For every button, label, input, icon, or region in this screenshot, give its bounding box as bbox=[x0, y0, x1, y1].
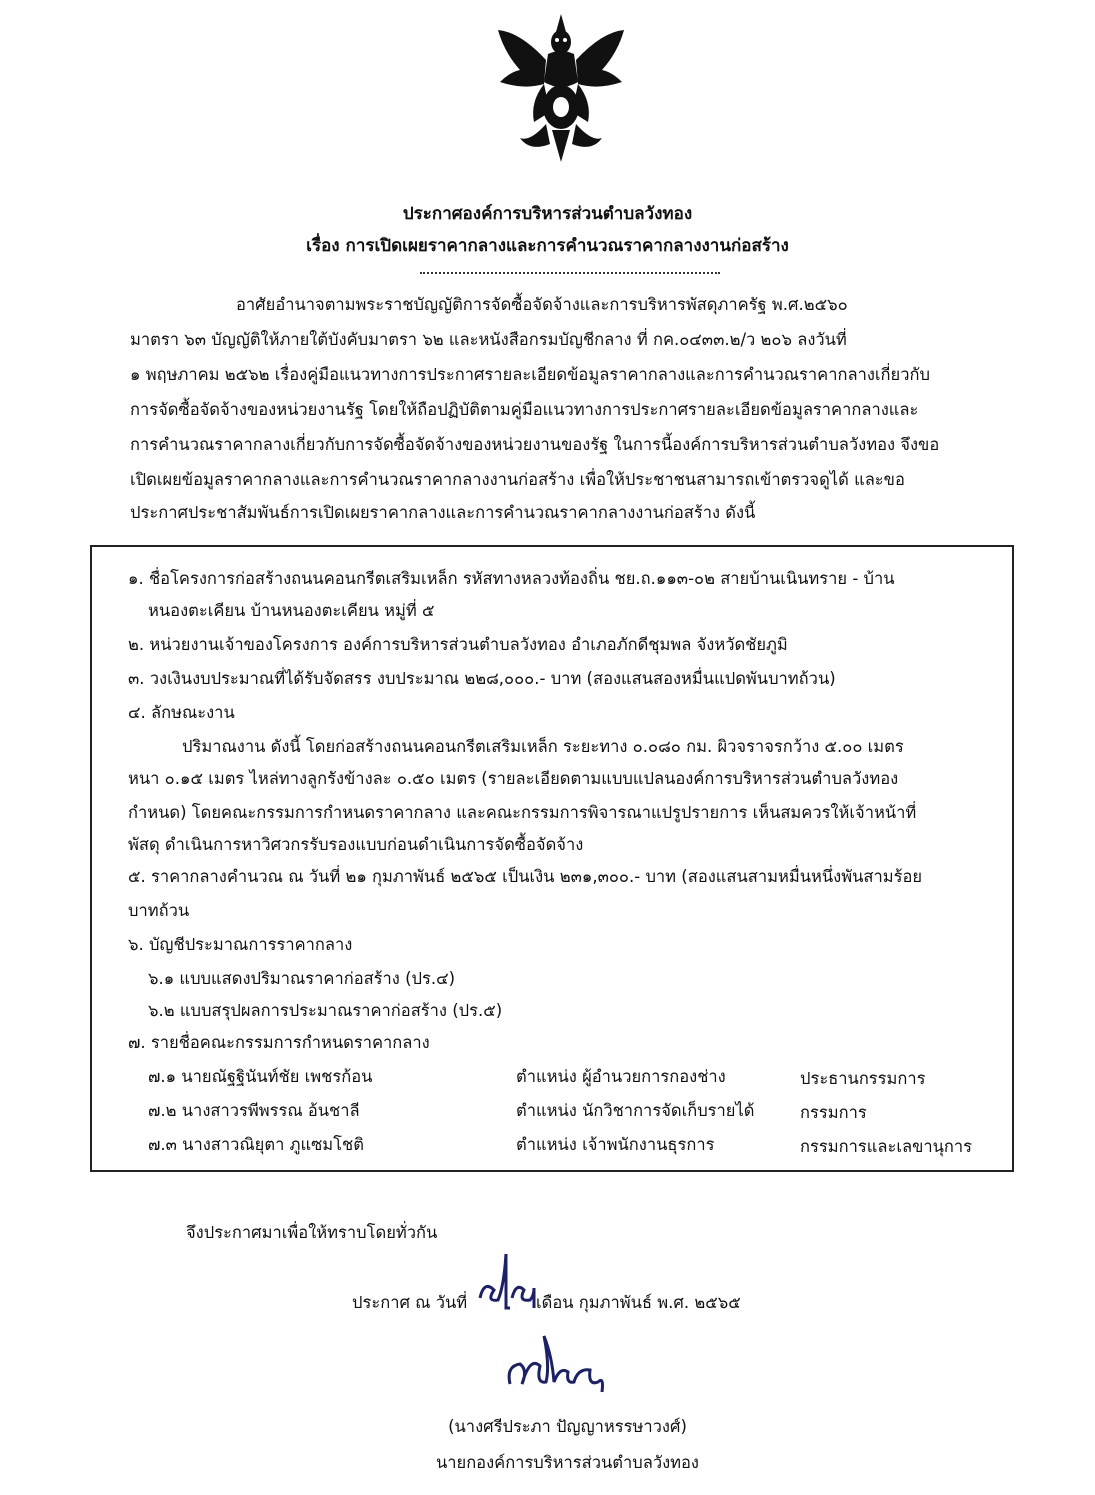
item-1-line-1: ๑. ชื่อโครงการก่อสร้างถนนคอนกรีตเสริมเหล็ก รหัสทางหลวงท้องถิ่น ชย.ถ.๑๑๓-๐๒ สายบ้านเนินทราย - บ้าน bbox=[128, 569, 895, 588]
announcement-title: ประกาศองค์การบริหารส่วนตำบลวังทอง bbox=[402, 204, 693, 224]
handwritten-day bbox=[476, 1250, 540, 1314]
committee-member-1-role: ประธานกรรมการ bbox=[800, 1069, 926, 1088]
divider bbox=[420, 272, 720, 274]
item-3: ๓. วงเงินงบประมาณที่ได้รับจัดสรร งบประมาณ ๒๒๘,๐๐๐.- บาท (สองแสนสองหมื่นแปดพันบาทถ้วน) bbox=[128, 669, 836, 688]
intro-line-7: ประกาศประชาสัมพันธ์การเปิดเผยราคากลางและการคำนวณราคากลางงานก่อสร้าง ดังนี้ bbox=[130, 503, 756, 522]
item-4-line-1: ปริมาณงาน ดังนี้ โดยก่อสร้างถนนคอนกรีตเสริมเหล็ก ระยะทาง ๐.๐๘๐ กม. ผิวจราจรกว้าง ๕.๐๐ เมตร bbox=[182, 737, 904, 756]
committee-member-1-position: ตำแหน่ง ผู้อำนวยการกองช่าง bbox=[516, 1067, 726, 1086]
signatory-name: (นางศรีประภา ปัญญาหรรษาวงศ์) bbox=[448, 1417, 687, 1436]
committee-member-1-name: ๗.๑ นายณัฐฐินันท์ชัย เพชรก้อน bbox=[148, 1067, 373, 1086]
signatory-title: นายกองค์การบริหารส่วนตำบลวังทอง bbox=[435, 1453, 699, 1472]
committee-member-3-name: ๗.๓ นางสาวณิยุตา ภูแซมโชติ bbox=[148, 1135, 364, 1154]
intro-line-6: เปิดเผยข้อมูลราคากลางและการคำนวณราคากลางงานก่อสร้าง เพื่อให้ประชาชนสามารถเข้าตรวจดูได้ และขอ bbox=[130, 470, 905, 489]
intro-line-2: มาตรา ๖๓ บัญญัติให้ภายใต้บังคับมาตรา ๖๒ และหนังสือกรมบัญชีกลาง ที่ กค.๐๔๓๓.๒/ว ๒๐๖ ลงวันที่ bbox=[130, 330, 847, 349]
committee-member-2-role: กรรมการ bbox=[800, 1103, 867, 1122]
item-4-line-4: พัสดุ ดำเนินการหาวิศวกรรับรองแบบก่อนดำเนินการจัดซื้อจัดจ้าง bbox=[128, 835, 584, 854]
item-5-line-2: บาทถ้วน bbox=[128, 901, 190, 920]
intro-line-5: การคำนวณราคากลางเกี่ยวกับการจัดซื้อจัดจ้างของหน่วยงานของรัฐ ในการนี้องค์การบริหารส่วนตำบลวังทอง จึงขอ bbox=[130, 435, 940, 454]
announce-date-suffix: เดือน กุมภาพันธ์ พ.ศ. ๒๕๖๕ bbox=[536, 1293, 741, 1312]
signature bbox=[500, 1326, 620, 1396]
committee-member-2-position: ตำแหน่ง นักวิชาการจัดเก็บรายได้ bbox=[516, 1101, 755, 1120]
intro-line-4: การจัดซื้อจัดจ้างของหน่วยงานรัฐ โดยให้ถือปฏิบัติตามคู่มือแนวทางการประกาศรายละเอียดข้อมูลราคากลางและ bbox=[130, 400, 919, 419]
item-1-line-2: หนองตะเคียน บ้านหนองตะเคียน หมู่ที่ ๕ bbox=[148, 601, 435, 620]
item-4-heading: ๔. ลักษณะงาน bbox=[128, 703, 235, 722]
garuda-emblem bbox=[490, 12, 632, 164]
intro-line-3: ๑ พฤษภาคม ๒๕๖๒ เรื่องคู่มือแนวทางการประกาศรายละเอียดข้อมูลราคากลางและการคำนวณราคากลางเกี่ยวกับ bbox=[130, 365, 930, 384]
item-4-line-3: กำหนด) โดยคณะกรรมการกำหนดราคากลาง และคณะกรรมการพิจารณาแปรูปรายการ เห็นสมควรให้เจ้าหน้าที่ bbox=[128, 803, 917, 822]
item-7-heading: ๗. รายชื่อคณะกรรมการกำหนดราคากลาง bbox=[128, 1033, 430, 1052]
item-6-1: ๖.๑ แบบแสดงปริมาณราคาก่อสร้าง (ปร.๔) bbox=[148, 969, 456, 988]
item-2: ๒. หน่วยงานเจ้าของโครงการ องค์การบริหารส่วนตำบลวังทอง อำเภอภักดีชุมพล จังหวัดชัยภูมิ bbox=[128, 635, 788, 654]
closing-statement: จึงประกาศมาเพื่อให้ทราบโดยทั่วกัน bbox=[186, 1223, 438, 1242]
committee-member-2-name: ๗.๒ นางสาวรพีพรรณ อ้นชาลี bbox=[148, 1101, 360, 1120]
item-6-heading: ๖. บัญชีประมาณการราคากลาง bbox=[128, 935, 353, 954]
announcement-subject: เรื่อง การเปิดเผยราคากลางและการคำนวณราคากลางงานก่อสร้าง bbox=[306, 236, 789, 256]
item-6-2: ๖.๒ แบบสรุปผลการประมาณราคาก่อสร้าง (ปร.๕) bbox=[148, 1001, 503, 1020]
committee-member-3-role: กรรมการและเลขานุการ bbox=[800, 1137, 973, 1156]
item-4-line-2: หนา ๐.๑๕ เมตร ไหล่ทางลูกรังข้างละ ๐.๕๐ เมตร (รายละเอียดตามแบบแปลนองค์การบริหารส่วนตำบลวังทอง bbox=[128, 769, 899, 788]
intro-line-1: อาศัยอำนาจตามพระราชบัญญัติการจัดซื้อจัดจ้างและการบริหารพัสดุภาครัฐ พ.ศ.๒๕๖๐ bbox=[236, 295, 848, 314]
item-5-line-1: ๕. ราคากลางคำนวณ ณ วันที่ ๒๑ กุมภาพันธ์ ๒๕๖๕ เป็นเงิน ๒๓๑,๓๐๐.- บาท (สองแสนสามหมื่นหนึ่งพันสามร้อย bbox=[128, 867, 923, 886]
announce-date-prefix: ประกาศ ณ วันที่ bbox=[352, 1293, 468, 1312]
committee-member-3-position: ตำแหน่ง เจ้าพนักงานธุรการ bbox=[516, 1135, 715, 1154]
